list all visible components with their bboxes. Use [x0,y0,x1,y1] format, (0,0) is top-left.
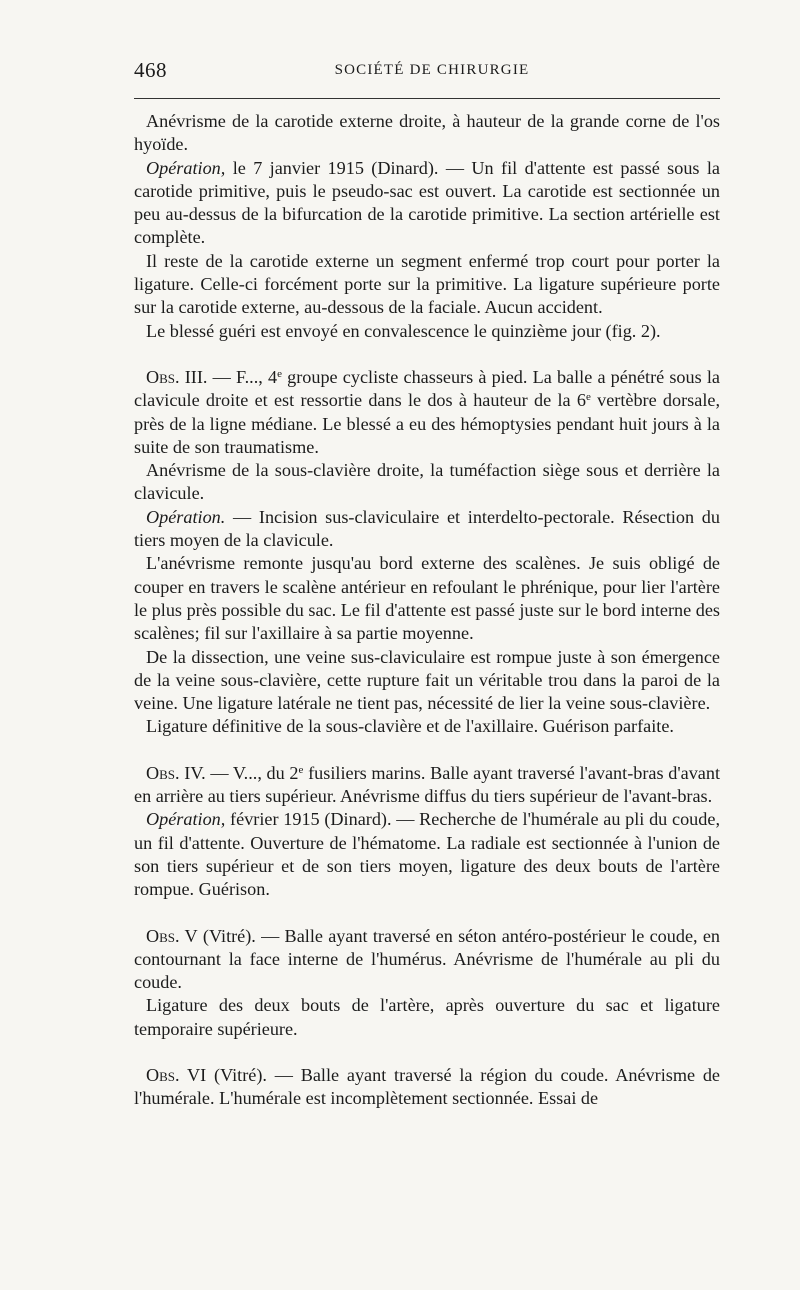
observation-3: Obs. III. — F..., 4e groupe cycliste chasseurs à pied. La balle a pénétré sous la clavicule droite et est ressortie dans le dos à hauteur de la 6e vertèbre dorsale, près de la ligne médiane. Le blessé a eu des hémoptysies pendant huit jours à la suite de son traumatisme. [134,366,720,457]
paragraph: L'anévrisme remonte jusqu'au bord externe des scalènes. Je suis obligé de couper en travers le scalène antérieur en refoulant le phrénique, pour lier l'artère le plus près possible du sac. Le fil d'attente est passé juste sur le bord interne des scalènes; fil sur l'axillaire à sa partie moyenne. [134,553,720,644]
paragraph: Il reste de la carotide externe un segment enfermé trop court pour porter la ligature. Celle-ci forcément porte sur la primitive. La ligature supérieure porte sur la carotide externe, au-dessous de la faciale. Aucun accident. [134,250,720,318]
paragraph: Opération, le 7 janvier 1915 (Dinard). — Un fil d'attente est passé sous la carotide primitive, puis le pseudo-sac est ouvert. La carotide est sectionnée un peu au-dessus de la bifurcation de la carotide primitive. La section artérielle est complète. [134,157,720,248]
section-label: Opération. [146,506,226,527]
observation-4: Obs. IV. — V..., du 2e fusiliers marins. Balle ayant traversé l'avant-bras d'avant en arrière au tiers supérieur. Anévrisme diffus du tiers supérieur de l'avant-bras. [134,762,721,807]
header-rule [134,98,720,99]
paragraph: Ligature des deux bouts de l'artère, après ouverture du sac et ligature temporaire supérieure. [134,995,720,1039]
paragraph: Anévrisme de la carotide externe droite, à hauteur de la grande corne de l'os hyoïde. [134,111,720,155]
observation-5: Obs. V (Vitré). — Balle ayant traversé en séton antéro-postérieur le coude, en contournant la face interne de l'humérus. Anévrisme de l'humérale au pli du coude. [134,925,720,993]
paragraph: Opération, février 1915 (Dinard). — Recherche de l'humérale au pli du coude, un fil d'attente. Ouverture de l'hématome. La radiale est sectionnée à l'union de son tiers supérieur et de son tiers moyen, ligature des deux bouts de l'artère rompue. Guérison. [134,809,720,900]
page-number: 468 [134,58,167,82]
section-label: Opération, [146,157,226,178]
page-body [134,110,720,1111]
page-header [134,58,720,88]
observation-label: Obs. III. [146,366,208,387]
paragraph: Opération. — Incision sus-claviculaire et interdelto-pectorale. Résection du tiers moyen de la clavicule. [134,506,720,551]
observation-label: Obs. VI [146,1064,207,1085]
paragraph: Ligature définitive de la sous-clavière et de l'axillaire. Guérison parfaite. [146,716,674,737]
running-title: SOCIÉTÉ DE CHIRURGIE [334,62,530,78]
observation-label: Obs. IV. [146,762,206,783]
observation-6: Obs. VI (Vitré). — Balle ayant traversé la région du coude. Anévrisme de l'humérale. L'humérale est incomplètement sectionnée. Essai de [134,1064,720,1109]
section-label: Opération, [146,809,226,830]
observation-label: Obs. V [146,925,198,946]
paragraph: Le blessé guéri est envoyé en convalescence le quinzième jour (fig. 2). [146,320,661,341]
paragraph: Anévrisme de la sous-clavière droite, la tuméfaction siège sous et derrière la clavicule. [134,460,720,504]
paragraph: De la dissection, une veine sus-claviculaire est rompue juste à son émergence de la veine sous-clavière, cette rupture fait un véritable trou dans la paroi de la veine. Une ligature latérale ne tient pas, nécessité de lier la veine sous-clavière. [134,646,720,714]
